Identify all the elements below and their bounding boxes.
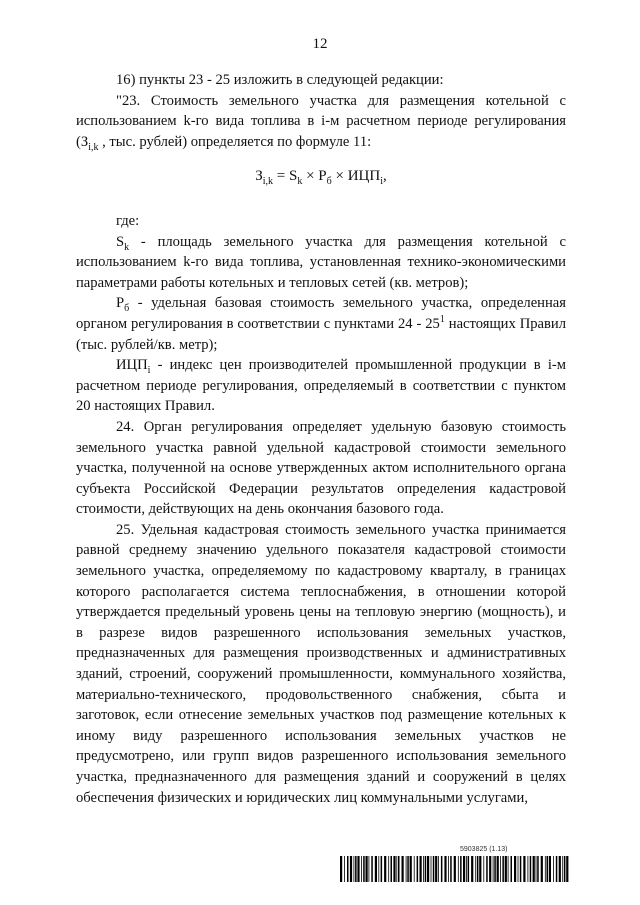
document-code: 5903825 (1.13) [460, 846, 508, 853]
document-body [76, 70, 566, 808]
definition-icp: $ИЦП_i$ - индекс цен производителей промышленной продукции в i-м расчетном периоде регулирования, определяемый в соответствии с пунктом 20 настоящих Правил. [76, 357, 566, 415]
paragraph-24: 24. Орган регулирования определяет удельную базовую стоимость земельного участка равной удельной кадастровой стоимости земельного участка, полученной на основе утвержденных актом исполнительного органа субъекта Российской Федерации результатов определения кадастровой стоимости, действующих на день окончания базового года. [76, 418, 566, 518]
definition-s: $S_k$ - площадь земельного участка для размещения котельной с использованием k-го вида топлива, установленная технико-экономическими параметрами работы котельных и тепловых сетей (кв. метров); [76, 233, 566, 291]
barcode-icon [340, 856, 570, 882]
formula-11: $З_{i,k} = S_k \times P_б \times ИЦП_i$, [255, 168, 387, 188]
amendment-heading: 16) пункты 23 - 25 изложить в следующей редакции: [116, 72, 444, 88]
paragraph-23-intro: "23. Стоимость земельного участка для размещения котельной с использованием k-го вида топлива в i-м расчетном периоде регулирования ($З_{i,k}$ , тыс. рублей) определяется по формуле 11: [76, 92, 566, 153]
where-label: где: [116, 212, 140, 229]
page-number: 12 [312, 36, 328, 52]
paragraph-25: 25. Удельная кадастровая стоимость земельного участка принимается равной среднему значению удельного показателя кадастровой стоимости земельного участка, определяемому по кадастровому кварталу, в границах которого располагается система теплоснабжения, в отношении которой утверждается предельный уровень цены на тепловую энергию (мощность), и в разрезе видов разрешенного использования земельных участков, предназначенных для размещения производственных и административных зданий, строений, сооружений промышленности, коммунального хозяйства, материально-технического, продовольственного снабжения, сбыта и заготовок, если отнесение земельных участков под размещение котельных к иному виду разрешенного использования земельных участков не предусмотрено, или групп видов разрешенного использования земельного участка, предназначенного для размещения зданий и сооружений в целях обеспечения физических и юридических лиц коммунальными услугами, [76, 521, 566, 806]
definition-p: $P_б$ - удельная базовая стоимость земельного участка, определенная органом регулирования в соответствии с пунктами $24 - 25^1$ настоящих Правил (тыс. рублей/кв. метр); [76, 295, 567, 353]
